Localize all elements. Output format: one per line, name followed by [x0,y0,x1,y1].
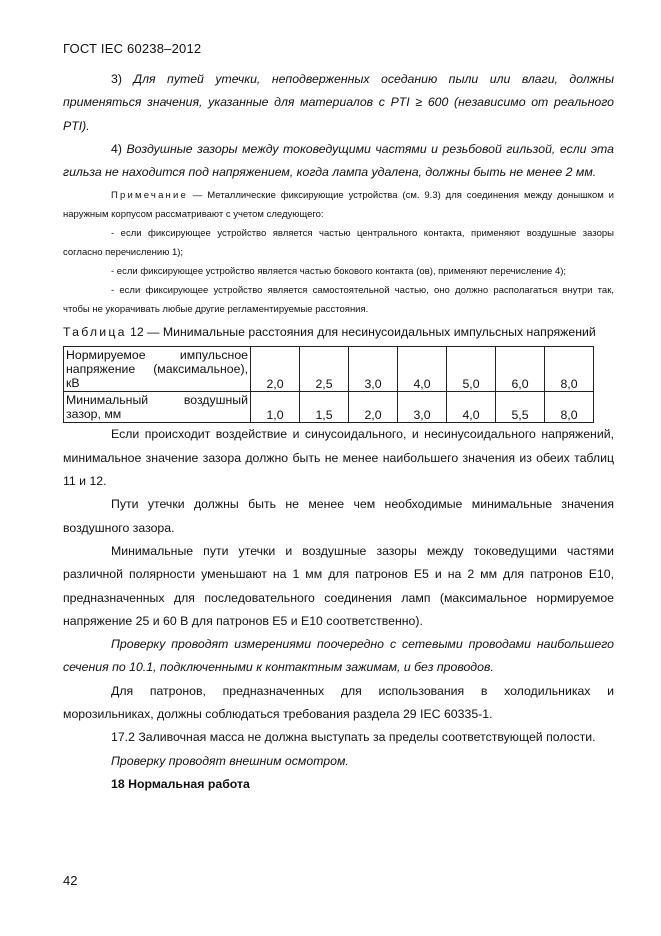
list-item-text: Для путей утечки, неподверженных оседанию пыли или влаги, должны применяться значения, указанные для материалов с PTI ≥ 600 (независимо от реального PTI). [63,72,614,133]
list-item-4 [63,138,614,185]
note-bullet: - если фиксирующее устройство является частью центрального контакта, применяют воздушные зазоры согласно перечислению 1); [63,228,614,259]
table-cell: 3,0 [398,392,447,423]
table-cell: 4,0 [447,392,496,423]
table-cell: 3,0 [349,347,398,392]
section-heading: 18 Нормальная работа [111,776,250,791]
table-cell: 5,0 [447,347,496,392]
table-cell: 1,5 [300,392,349,423]
table-row [64,347,594,392]
table-cell: 2,5 [300,347,349,392]
table-cell: 5,5 [496,392,545,423]
body-paragraph: Пути утечки должны быть не менее чем необходимые минимальные значения воздушного зазора. [63,497,614,535]
list-item-text: Воздушные зазоры между токоведущими частями и резьбовой гильзой, если эта гильза не находится под напряжением, когда лампа удалена, должны быть не менее 2 мм. [63,141,614,180]
note-block [63,186,614,319]
note-text: — Металлические фиксирующие устройства (см. 9.3) для соединения между донышком и наружным корпусом рассматривают с учетом следующего: [63,190,614,221]
table-row-header: Нормируемое импульсное напряжение (максимальное), кВ [64,347,251,392]
page-content [63,68,614,796]
body-paragraph-italic: Проверку проводят измерениями поочередно с сетевыми проводами наибольшего сечения по 10.1, подключенными к контактным зажимам, и без проводов. [63,637,614,675]
table-cell: 8,0 [545,347,594,392]
body-paragraph: Минимальные пути утечки и воздушные зазоры между токоведущими частями различной полярности уменьшают на 1 мм для патронов E5 и на 2 мм для патронов E10, предназначенных для последовательного соединения ламп (максимальное нормируемое напряжение 25 и 60 В для патронов E5 и E10 соответственно). [63,543,614,628]
list-item-number: 4) [111,141,122,156]
table-cell: 6,0 [496,347,545,392]
note-label: Примечание [111,190,188,202]
table-cell: 8,0 [545,392,594,423]
table-caption [63,321,614,343]
table-cell: 1,0 [251,392,300,423]
page-number: 42 [63,873,78,888]
table-12 [63,346,594,423]
note-bullet: - если фиксирующее устройство является самостоятельной частью, оно должно располагаться внутри так, чтобы не укорачивать любые другие регламентируемые расстояния. [63,285,614,316]
table-caption-label: Таблица [63,325,127,340]
table-cell: 2,0 [349,392,398,423]
table-cell: 4,0 [398,347,447,392]
note-bullet: - если фиксирующее устройство является частью бокового контакта (ов), применяют перечисление 4); [111,266,567,278]
body-paragraph-italic: Проверку проводят внешним осмотром. [111,753,349,768]
document-code-header: ГОСТ IEC 60238–2012 [63,41,202,56]
list-item-3 [63,68,614,138]
note-paragraph [63,186,614,224]
table-caption-text: 12 — Минимальные расстояния для несинусоидальных импульсных напряжений [126,325,596,340]
table-cell: 2,0 [251,347,300,392]
section-17-2-paragraph: 17.2 Заливочная масса не должна выступать за пределы соответствующей полости. [111,730,596,745]
body-paragraph: Для патронов, предназначенных для использования в холодильниках и морозильниках, должны соблюдаться требования раздела 29 IEC 60335-1. [63,683,614,722]
body-paragraph: Если происходит воздействие и синусоидального, и несинусоидального напряжений, минимальное значение зазора должно быть не менее наибольшего значения из обеих таблиц 11 и 12. [63,427,614,489]
table-row-header: Минимальный воздушный зазор, мм [64,392,251,423]
list-item-number: 3) [111,72,122,86]
table-row [64,392,594,423]
